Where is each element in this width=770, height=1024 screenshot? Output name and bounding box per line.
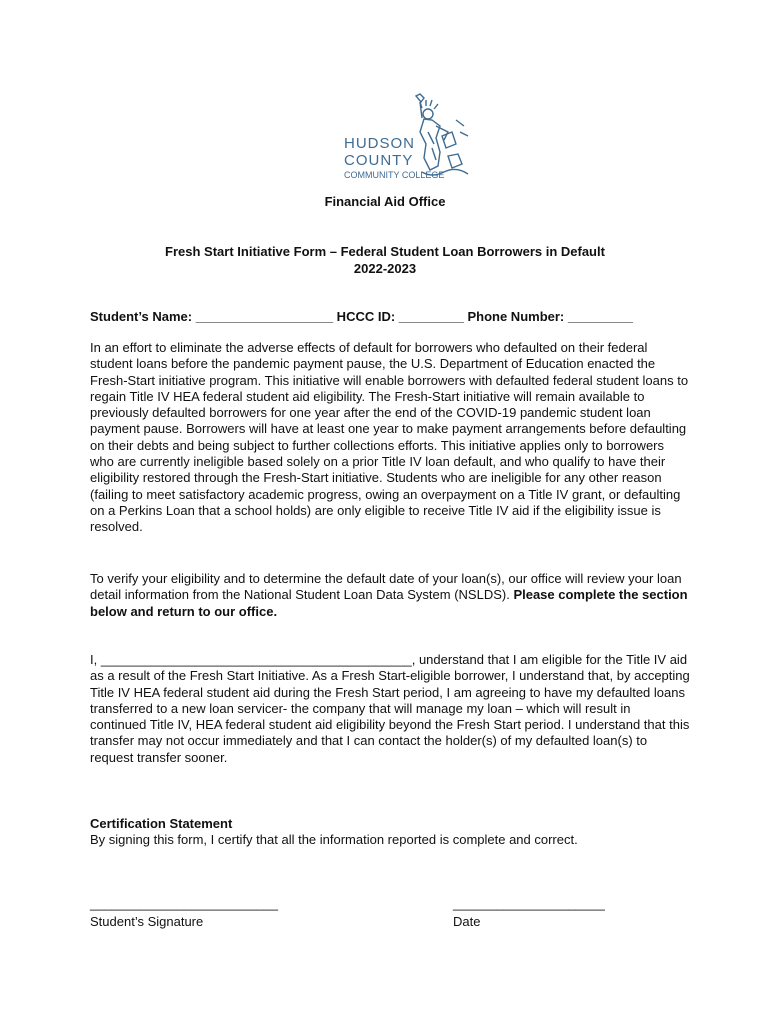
logo-line-county: COUNTY [344,152,414,169]
certification-text: By signing this form, I certify that all the information reported is complete and correct. [90,832,578,847]
student-signature-line[interactable]: __________________________ [90,896,278,911]
form-year: 2022-2023 [353,261,417,276]
logo-line-community-college: COMMUNITY COLLEGE [344,170,445,180]
verification-paragraph [90,571,690,620]
date-label: Date [453,914,481,929]
verification-instruction: Please complete the section below and return to our office. [90,587,688,619]
office-heading: Financial Aid Office [324,194,446,209]
student-info-fields[interactable]: Student’s Name: ___________________ HCCC ID: _________ Phone Number: _________ [90,309,633,324]
date-line[interactable]: _____________________ [453,896,605,911]
intro-paragraph: In an effort to eliminate the adverse effects of default for borrowers who defaulted on their federal student loans before the pandemic payment pause, the U.S. Department of Education enacted the Fresh-Start initiative program. This initiative will enable borrowers with defaulted federal student loans to regain Title IV HEA federal student aid eligibility. The Fresh-Start initiative will remain available to previously defaulted borrowers for one year after the end of the COVID-19 pandemic student loan payment pause. Borrowers will have at least one year to make payment arrangements before defaulting on their debts and being subject to further collections efforts. This initiative applies only to borrowers who are currently ineligible based solely on a prior Title IV loan default, and who qualify to have their eligibility restored through the Fresh-Start initiative. Students who are ineligible for any other reason (failing to meet satisfactory academic progress, owing an overpayment on a Title IV grant, or defaulting on a Perkins Loan that a school holds) are only eligible to receive Title IV aid if the eligibility issue is resolved. [90,340,689,535]
logo-line-hudson: HUDSON [344,135,416,152]
verification-text: To verify your eligibility and to determine the default date of your loan(s), our office will review your loan detail information from the National Student Loan Data System (NSLDS). [90,571,682,603]
form-title [0,243,770,277]
form-title-line: Fresh Start Initiative Form – Federal Student Loan Borrowers in Default [165,244,605,259]
student-signature-label: Student’s Signature [90,914,204,929]
certification-heading: Certification Statement [90,816,233,831]
acknowledgement-paragraph[interactable]: I, ___________________________________________, understand that I am eligible for the Title IV aid as a result of the Fresh Start Initiative. As a Fresh Start-eligible borrower, I understand that, by accepting Title IV HEA federal student aid during the Fresh Start period, I am agreeing to have my defaulted loans transferred to a new loan servicer- the company that will manage my loan – which will result in continued Title IV, HEA federal student aid eligibility beyond the Fresh Start period. I understand that this transfer may not occur immediately and that I can contact the holder(s) of my defaulted loan(s) to request transfer sooner. [90,652,690,765]
